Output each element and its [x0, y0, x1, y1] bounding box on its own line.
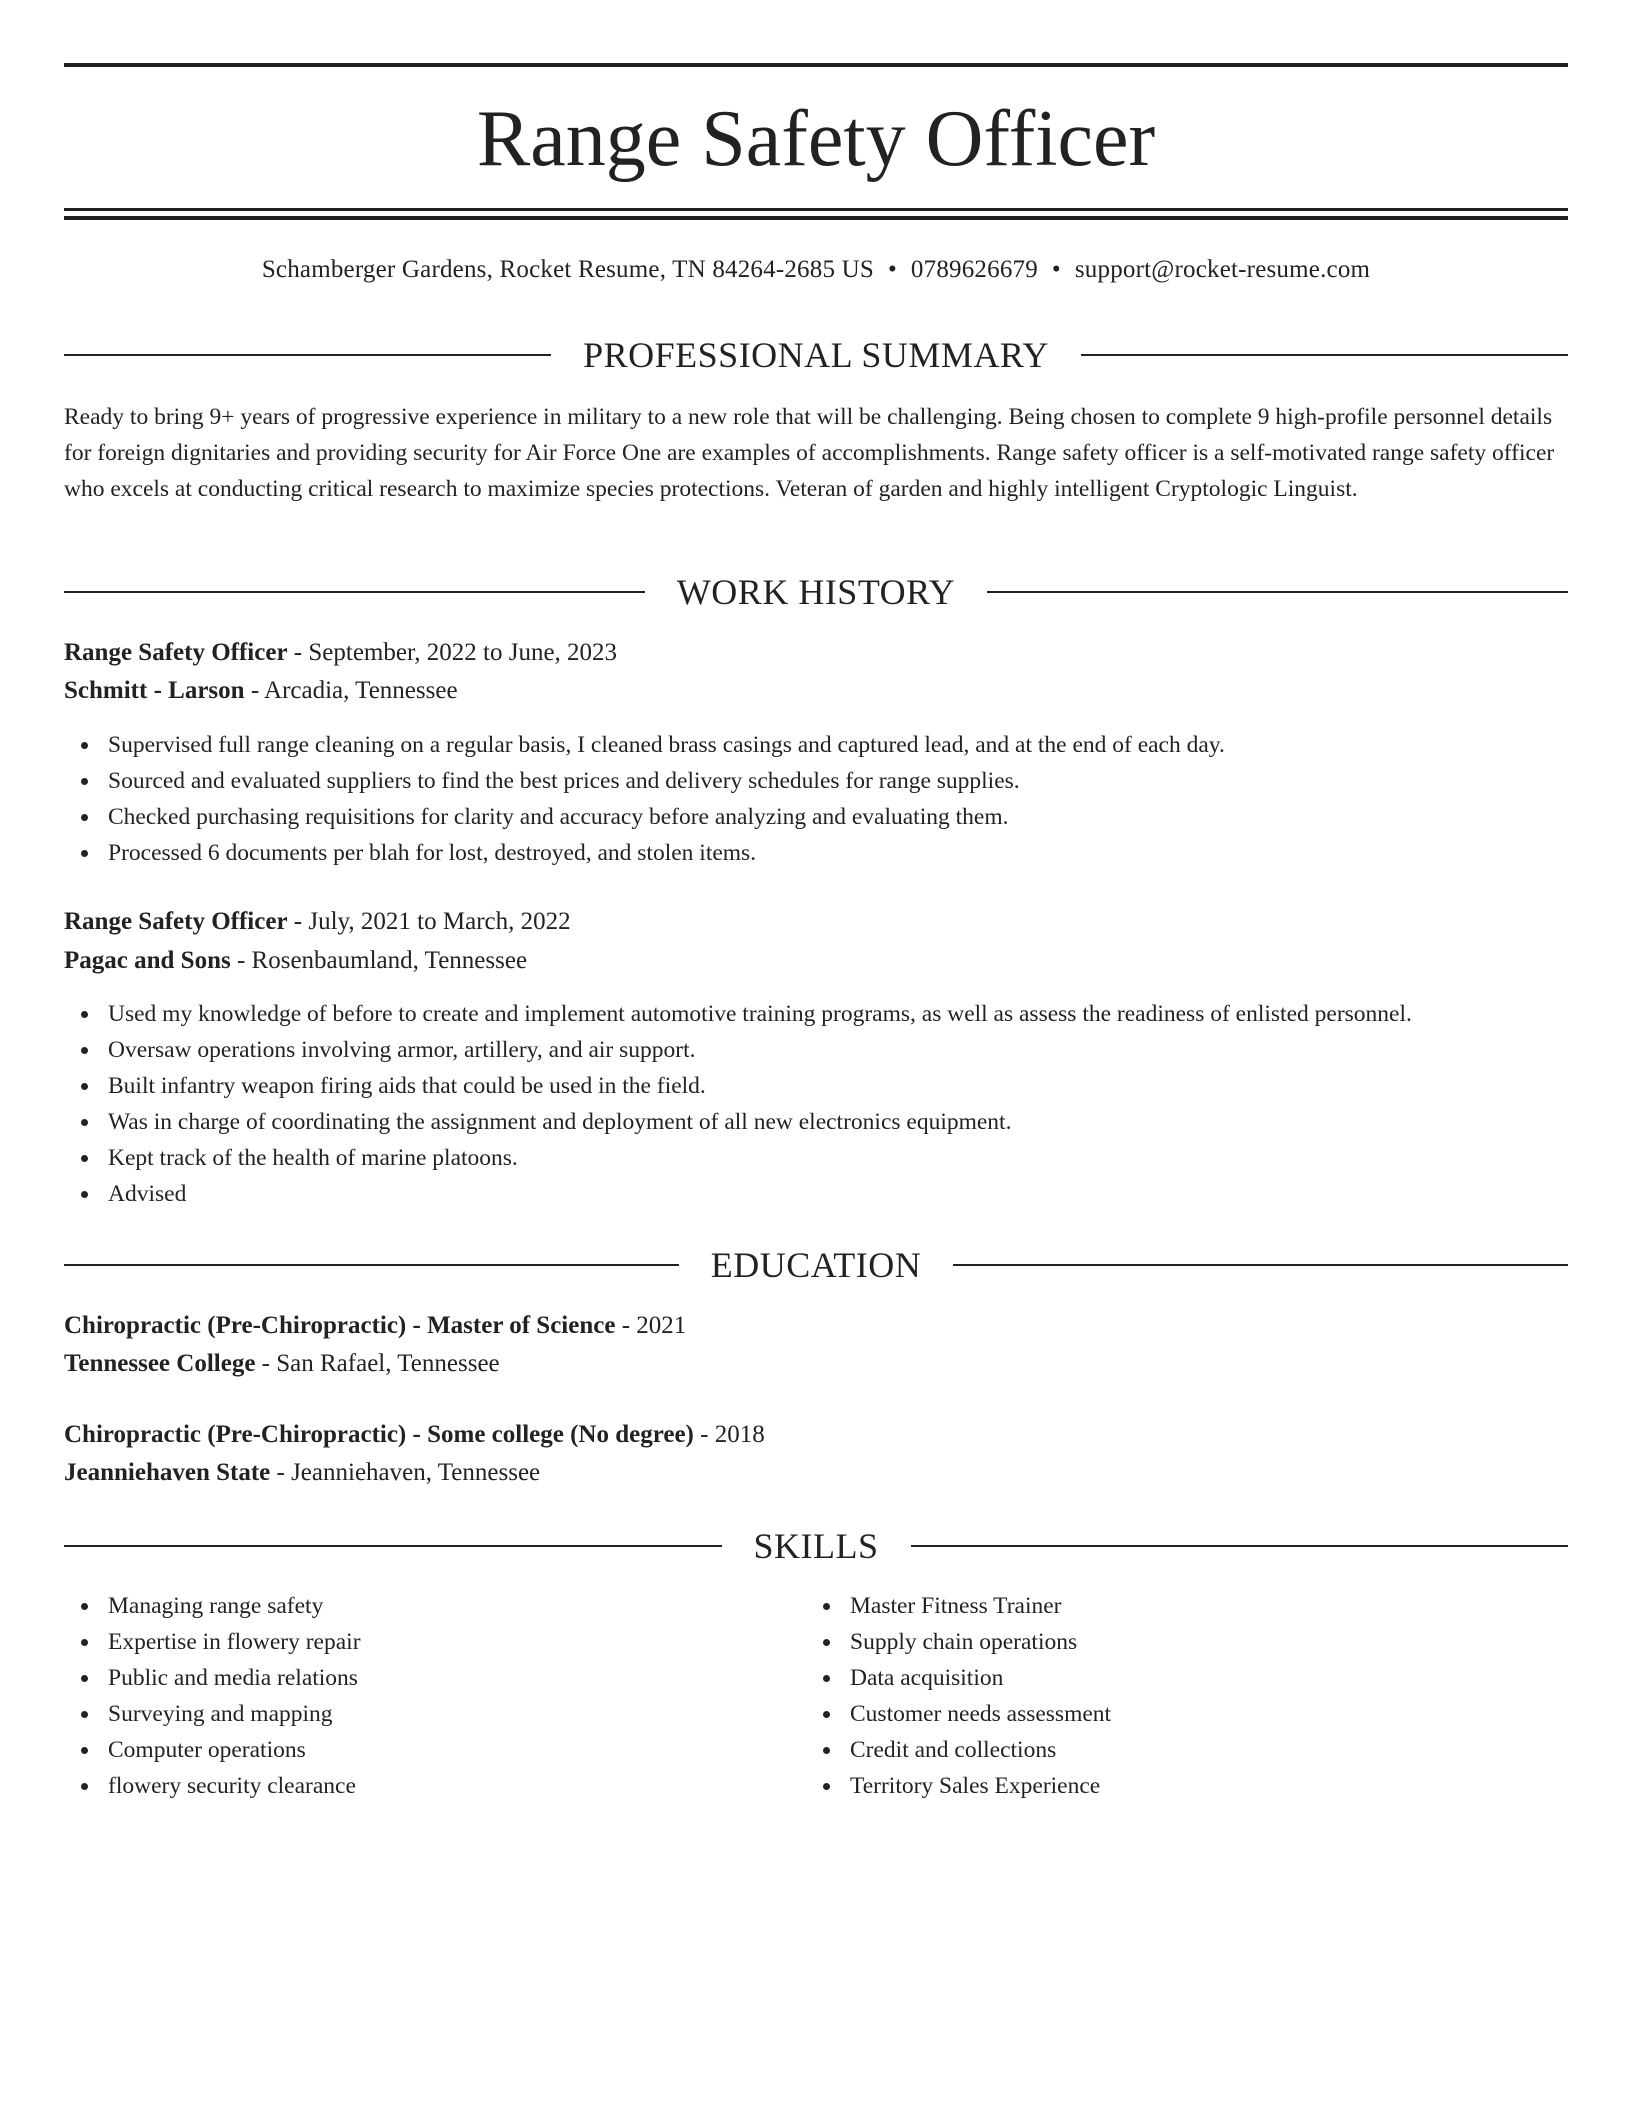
job-location: - Arcadia, Tennessee	[244, 677, 458, 704]
job-dates: - July, 2021 to March, 2022	[287, 908, 571, 935]
heading-rule	[64, 1545, 722, 1547]
heading-rule	[911, 1545, 1569, 1547]
page-title: Range Safety Officer	[476, 95, 1156, 183]
job-bullets	[64, 996, 1568, 1212]
section-title: EDUCATION	[710, 1245, 922, 1285]
education-school-line	[64, 1345, 1568, 1383]
education-year: - 2021	[615, 1312, 687, 1339]
skill-item: Customer needs assessment	[806, 1696, 1568, 1732]
education-school-line	[64, 1454, 1568, 1492]
skills-list-right	[806, 1588, 1568, 1804]
heading-rule	[64, 591, 645, 593]
contact-line	[64, 254, 1568, 286]
job-bullets	[64, 727, 1568, 871]
contact-address: Schamberger Gardens, Rocket Resume, TN 84264-2685 US	[261, 256, 874, 283]
education-school: Jeanniehaven State	[64, 1459, 271, 1486]
job-title: Range Safety Officer	[64, 908, 288, 935]
contact-phone: 0789626679	[910, 256, 1038, 283]
job-company: Pagac and Sons	[64, 947, 231, 974]
header-top-rule	[64, 63, 1568, 67]
heading-rule	[64, 1264, 679, 1266]
skill-item: Computer operations	[64, 1732, 784, 1768]
job-company: Schmitt - Larson	[64, 677, 245, 704]
section-heading-education	[64, 1243, 1568, 1287]
contact-separator: •	[1051, 256, 1061, 283]
summary-text: Ready to bring 9+ years of progressive experience in military to a new role that will be challenging. Being chosen to complete 9 high-profile personnel details for foreign dignitaries and providing security for Air Force One are examples of accomplishments. Range safety officer is a self-motivated range safety officer who excels at conducting critical research to maximize species protections. Veteran of garden and highly intelligent Cryptologic Linguist.	[64, 404, 1555, 502]
education-year: - 2018	[693, 1421, 765, 1448]
header-rule-lower	[64, 216, 1568, 220]
list-item: Sourced and evaluated suppliers to find the best prices and delivery schedules for range supplies.	[64, 763, 1568, 799]
heading-rule	[953, 1264, 1568, 1266]
section-heading-skills	[64, 1524, 1568, 1568]
heading-rule	[1081, 354, 1568, 356]
list-item: Oversaw operations involving armor, artillery, and air support.	[64, 1032, 1568, 1068]
list-item: Checked purchasing requisitions for clarity and accuracy before analyzing and evaluating them.	[64, 799, 1568, 835]
education-school: Tennessee College	[64, 1350, 256, 1377]
section-title: SKILLS	[753, 1526, 879, 1566]
header-rule-upper	[64, 208, 1568, 211]
section-title: PROFESSIONAL SUMMARY	[583, 335, 1049, 375]
skill-item: Credit and collections	[806, 1732, 1568, 1768]
list-item: Was in charge of coordinating the assignment and deployment of all new electronics equipment.	[64, 1104, 1568, 1140]
skill-item: Public and media relations	[64, 1660, 784, 1696]
education-degree: Chiropractic (Pre-Chiropractic) - Some college (No degree)	[64, 1421, 694, 1448]
section-heading-summary	[64, 333, 1568, 377]
heading-rule	[987, 591, 1568, 593]
skill-item: Surveying and mapping	[64, 1696, 784, 1732]
heading-rule	[64, 354, 551, 356]
job-title: Range Safety Officer	[64, 639, 288, 666]
contact-separator: •	[887, 256, 897, 283]
job-title-line	[64, 634, 1568, 672]
job-location: - Rosenbaumland, Tennessee	[230, 947, 528, 974]
skill-item: flowery security clearance	[64, 1768, 784, 1804]
job-company-line	[64, 942, 1568, 980]
education-location: - San Rafael, Tennessee	[255, 1350, 500, 1377]
skill-item: Expertise in flowery repair	[64, 1624, 784, 1660]
skills-list-left	[64, 1588, 784, 1804]
section-heading-work	[64, 570, 1568, 614]
skill-item: Master Fitness Trainer	[806, 1588, 1568, 1624]
education-degree-line	[64, 1416, 1568, 1454]
section-title: WORK HISTORY	[676, 572, 956, 612]
education-degree: Chiropractic (Pre-Chiropractic) - Master of Science	[64, 1312, 616, 1339]
list-item: Built infantry weapon firing aids that could be used in the field.	[64, 1068, 1568, 1104]
list-item: Processed 6 documents per blah for lost, destroyed, and stolen items.	[64, 835, 1568, 871]
contact-email: support@rocket-resume.com	[1074, 256, 1371, 283]
list-item: Advised	[64, 1176, 1568, 1212]
skill-item: Territory Sales Experience	[806, 1768, 1568, 1804]
list-item: Used my knowledge of before to create and implement automotive training programs, as well as assess the readiness of enlisted personnel.	[64, 996, 1568, 1032]
education-location: - Jeanniehaven, Tennessee	[270, 1459, 541, 1486]
skill-item: Supply chain operations	[806, 1624, 1568, 1660]
job-dates: - September, 2022 to June, 2023	[287, 639, 618, 666]
list-item: Kept track of the health of marine platoons.	[64, 1140, 1568, 1176]
education-degree-line	[64, 1307, 1568, 1345]
job-company-line	[64, 672, 1568, 710]
skill-item: Data acquisition	[806, 1660, 1568, 1696]
job-title-line	[64, 903, 1568, 941]
skill-item: Managing range safety	[64, 1588, 784, 1624]
list-item: Supervised full range cleaning on a regular basis, I cleaned brass casings and captured lead, and at the end of each day.	[64, 727, 1568, 763]
